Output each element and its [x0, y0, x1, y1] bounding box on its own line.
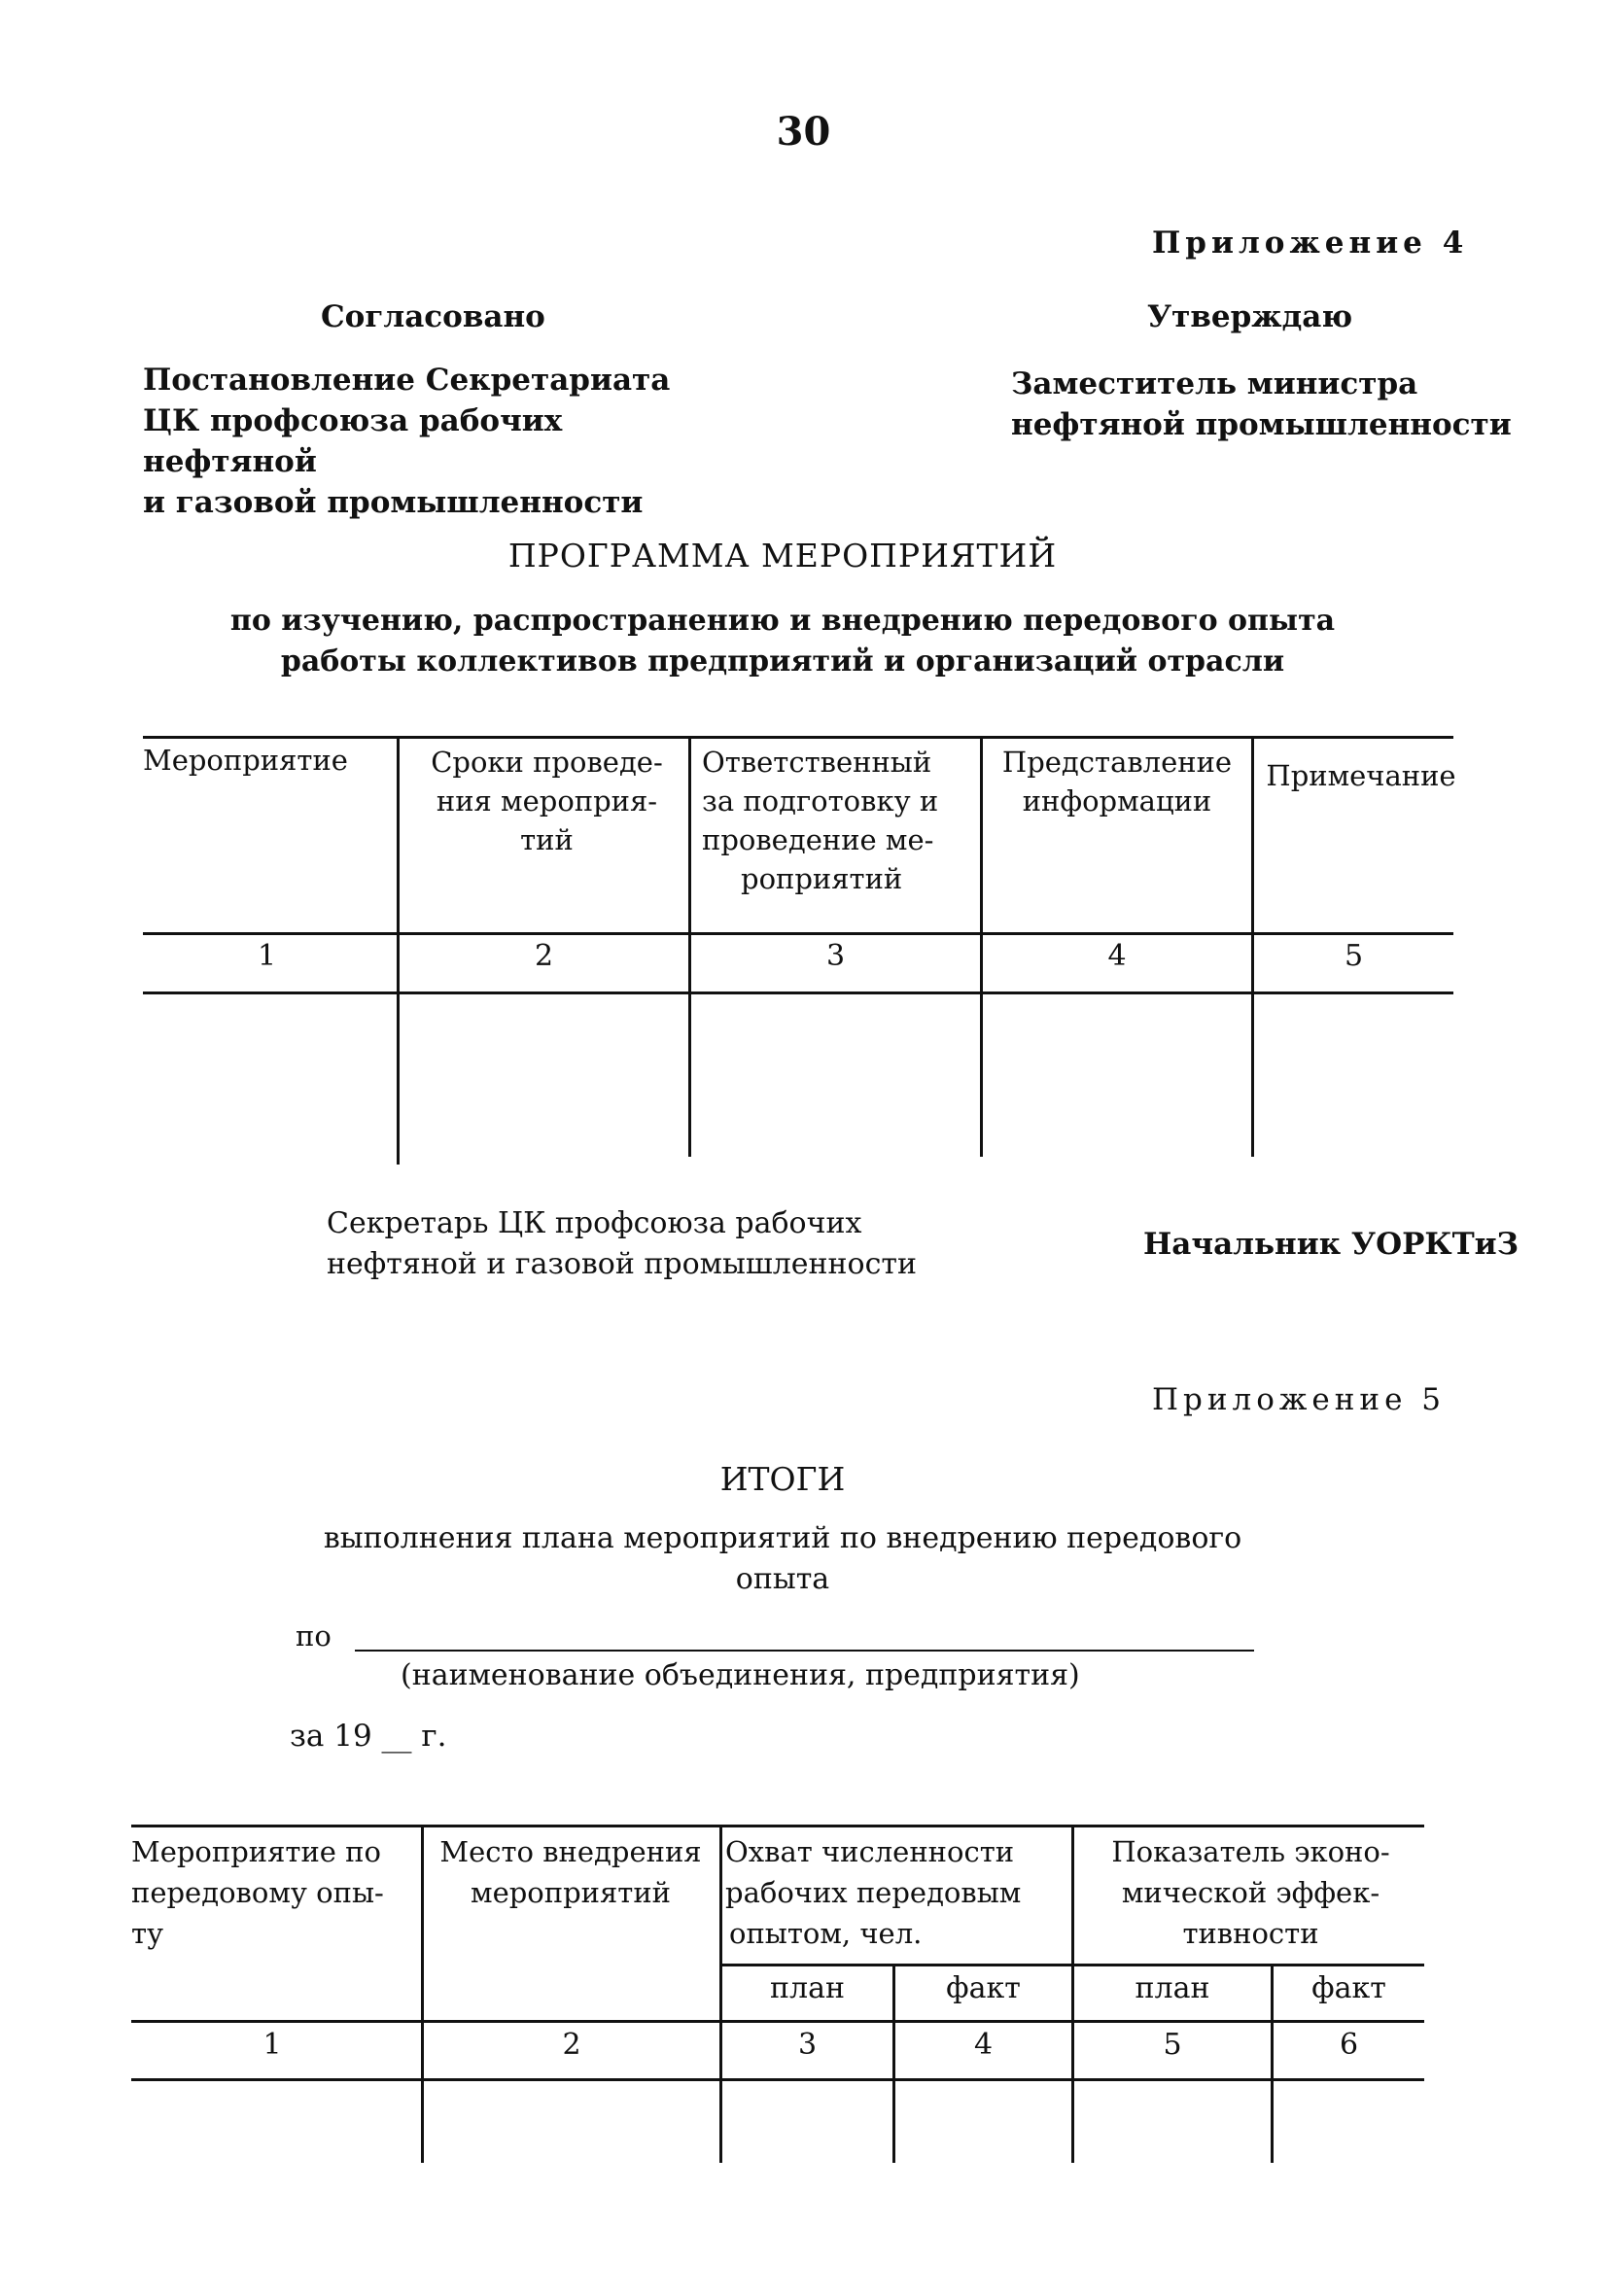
agreed-line: Постановление Секретариата [143, 363, 671, 398]
table-header-rule [131, 2020, 1424, 2023]
header-event: Мероприятие по передовому опы- ту [131, 1835, 384, 1950]
program-subtitle [0, 601, 1565, 682]
subheader-plan: план [770, 1971, 845, 2005]
approve-line: нефтяной промышленности [1011, 407, 1512, 442]
column-number: 2 [562, 2028, 581, 2062]
header-info: Представление информации [1001, 746, 1233, 818]
signature-left: Секретарь ЦК профсоюза рабочих нефтяной и газовой промышленности [327, 1206, 918, 1281]
column-number: 1 [262, 2028, 282, 2062]
column-number: 2 [534, 939, 554, 973]
header-event: Мероприятие [143, 744, 348, 777]
column-number: 4 [1107, 939, 1127, 973]
column-number: 3 [797, 2028, 818, 2062]
appendix-4-label: Приложение 4 [1152, 226, 1469, 261]
column-number: 4 [973, 2028, 994, 2062]
table-number-rule [143, 991, 1453, 994]
year-line: за 19 __ г. [290, 1719, 447, 1754]
header-terms: Сроки проведе- ния мероприя- тий [431, 746, 663, 856]
subheader-fact: факт [946, 1971, 1021, 2005]
approve-line: Заместитель министра [1011, 366, 1418, 401]
header-note: Примечание [1266, 759, 1456, 792]
page-number: 30 [776, 109, 831, 155]
table-number-rule [131, 2078, 1424, 2081]
results-title: ИТОГИ [719, 1460, 846, 1498]
column-number: 6 [1339, 2028, 1359, 2062]
column-number: 5 [1163, 2028, 1182, 2062]
column-number: 3 [825, 939, 846, 973]
header-efficiency: Показатель эконо- мической эффек- тивности [1111, 1835, 1390, 1950]
column-number: 1 [257, 939, 277, 973]
program-subtitle-line: работы коллективов предприятий и организаций отрасли [280, 644, 1285, 678]
program-title: ПРОГРАММА МЕРОПРИЯТИЙ [507, 537, 1058, 574]
subheader-fact: факт [1311, 1971, 1386, 2005]
results-subtitle: выполнения плана мероприятий по внедрению передового опыта [323, 1521, 1242, 1596]
approve-body [1011, 364, 1517, 445]
agreed-line: ЦК профсоюза рабочих нефтяной [143, 403, 563, 479]
po-label: по [296, 1619, 332, 1652]
subheader-plan: план [1135, 1971, 1210, 2005]
signature-right: Начальник УОРКТиЗ [1143, 1227, 1520, 1262]
table-top-rule [131, 1825, 1424, 1827]
agreed-line: и газовой промышленности [143, 485, 644, 520]
header-place: Место внедрения мероприятий [439, 1835, 702, 1909]
program-subtitle-line: по изучению, распространению и внедрению передового опыта [229, 604, 1336, 638]
appendix-5-label: Приложение 5 [1152, 1382, 1447, 1417]
agreed-title: Согласовано [321, 299, 545, 334]
table-divider [421, 1827, 424, 2163]
table-top-rule [143, 736, 1453, 739]
organization-fill-line [355, 1650, 1254, 1652]
table-header-rule [143, 932, 1453, 935]
header-coverage: Охват численности рабочих передовым опытом, чел. [725, 1835, 1022, 1950]
agreed-body [143, 360, 726, 523]
header-responsible: Ответственный за подготовку и проведение ме- роприятий [702, 746, 939, 895]
approve-title: Утверждаю [1147, 299, 1353, 334]
organization-caption: (наименование объединения, предприятия) [401, 1658, 1080, 1692]
column-number: 5 [1344, 939, 1364, 973]
